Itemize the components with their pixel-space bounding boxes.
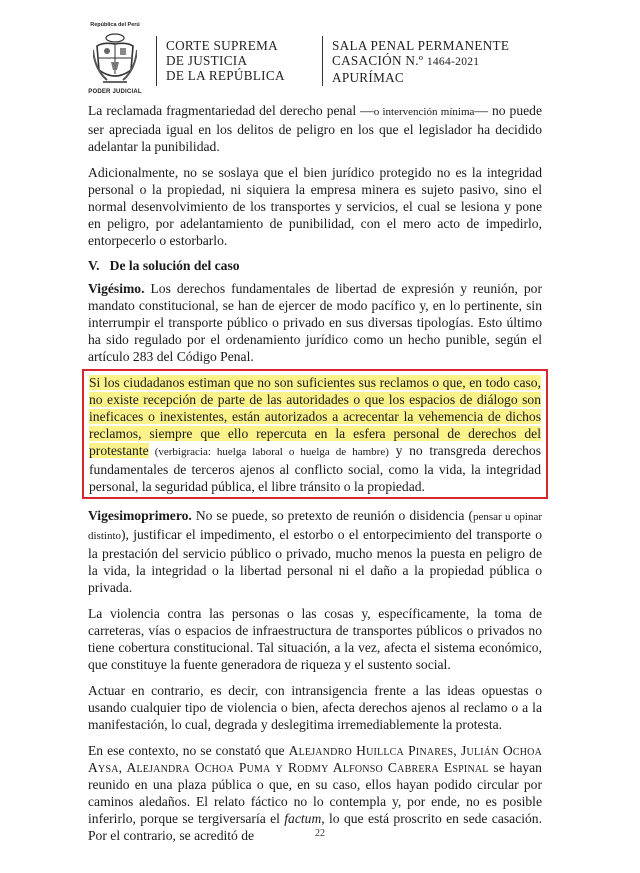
highlighted-text: Si los ciudadanos estiman que no son suficientes sus reclamos o que, en todo caso, no existe recepción de parte de las autoridades o que los espacios de diálogo son ineficaces o inexistentes, están autorizados a acrecentar la vehemencia de dichos reclamos, siempre que ello repercuta en la esfera personal de derechos del protestante xyxy=(89,375,541,458)
header-divider xyxy=(156,36,157,86)
document-header xyxy=(84,22,564,100)
document-body xyxy=(88,102,542,844)
chamber-info xyxy=(332,38,509,85)
text-span: ), justificar el impedimento, el estorbo o el entorpecimiento del transporte o la prestación del servicio público o privado, mucho menos la puesta en peligro de la vida, la integridad o la libertad personal ni el daño a la propiedad pública o privada. xyxy=(88,527,542,595)
text-span: , lo que está proscrito en sede casación. Por el contrario, se acreditó de xyxy=(88,811,542,843)
case-number xyxy=(332,53,509,70)
highlighted-passage xyxy=(82,369,548,499)
court-line-1: CORTE SUPREMA xyxy=(166,38,278,53)
header-divider xyxy=(322,36,323,86)
text-span: — no puede ser apreciada igual en los delitos de peligro en los que el legislador ha decidido adelantar la punibilidad. xyxy=(88,103,542,154)
text-span: y no transgreda derechos fundamentales de terceros ajenos al conflicto social, como la vida, la integridad personal, la seguridad pública, el libre tránsito o la propiedad. xyxy=(89,443,541,494)
judiciary-seal xyxy=(84,22,146,98)
text-span: La reclamada fragmentariedad del derecho penal — xyxy=(88,103,374,118)
page-number: 22 xyxy=(315,828,325,839)
case-number-value: 1464-2021 xyxy=(426,56,480,68)
paragraph xyxy=(89,374,541,495)
seal-top-text: República del Perú xyxy=(90,22,140,28)
jurisdiction: APURÍMAC xyxy=(332,70,405,85)
small-text: (verbigracia: huelga laboral o huelga de hambre) xyxy=(148,446,389,458)
paragraph: La violencia contra las personas o las cosas y, específicamente, la toma de carreteras, vías o espacios de infraestructura de transportes públicos o privados no tiene cobertura constitucional. Tal situación, a la vez, afecta el sistema económico, que constituye la fuente generadora de riqueza y el sustento social. xyxy=(88,606,542,672)
court-name xyxy=(166,38,285,83)
paragraph xyxy=(88,102,542,155)
paragraph xyxy=(88,280,542,365)
paragraph xyxy=(88,507,542,596)
paragraph: Actuar en contrario, es decir, con intransigencia frente a las ideas opuestas o usando cualquier tipo de violencia o bien, afecta derechos ajenos al reclamo o a la manifestación, lo cual, degrada y deslegitima irremediablemente la protesta. xyxy=(88,683,542,732)
seal-bottom-text: PODER JUDICIAL xyxy=(88,89,142,95)
text-span: No se puede, so pretexto de reunión o disidencia ( xyxy=(191,508,473,523)
italic-term: factum xyxy=(284,811,322,826)
paragraph-lead: Vigésimo. xyxy=(88,281,145,296)
court-line-3: DE LA REPÚBLICA xyxy=(166,68,285,83)
small-text: pensar u opinar distinto xyxy=(88,511,543,542)
paragraph-lead: Vigesimoprimero. xyxy=(88,508,192,523)
chamber-name: SALA PENAL PERMANENTE xyxy=(332,38,510,53)
defendant-names: Alejandro Huillca Pinares, Julián Ochoa Aysa, Alejandra Ochoa Puma y Rodmy Alfonso Cabrera Espinal xyxy=(88,743,542,775)
case-number-prefix: CASACIÓN N.º xyxy=(332,53,427,68)
court-line-2: DE JUSTICIA xyxy=(166,53,248,68)
text-span: Los derechos fundamentales de libertad de expresión y reunión, por mandato constitucional, se han de ejercer de modo pacífico y, en lo pertinente, sin interrumpir el transporte público o privado en sus diversas tipologías. Esto último ha sido regulado por el ordenamiento jurídico como un hecho punible, según el artículo 283 del Código Penal. xyxy=(88,281,542,364)
paragraph: Adicionalmente, no se soslaya que el bien jurídico protegido no es la integridad personal o la propiedad, ni siquiera la empresa minera es sujeto pasivo, sino el normal desenvolvimiento de los transportes y servicios, el cual se lesiona y pone en peligro, por adelantamiento de punibilidad, con el mero acto de impedirlo, entorpecerlo o estorbarlo. xyxy=(88,165,542,248)
section-heading: V. De la solución del caso xyxy=(88,258,240,273)
coat-of-arms-icon xyxy=(93,30,137,88)
text-span: En ese contexto, no se constató que xyxy=(88,743,289,758)
text-span: se hayan reunido en una plaza pública o que, en su caso, ellos hayan podido circular por caminos aledaños. El relato fáctico no lo contempla y, por ende, no es posible inferirlo, porque se tergiversaría el xyxy=(88,760,542,826)
small-text: o intervención mínima xyxy=(373,106,475,118)
